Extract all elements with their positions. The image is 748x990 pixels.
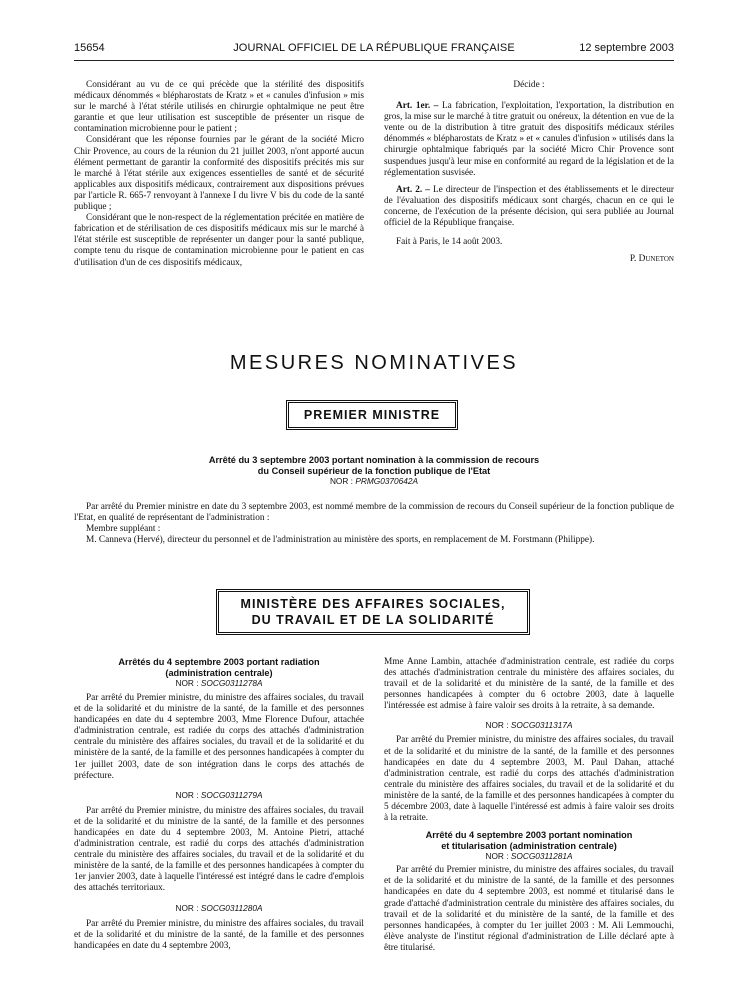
arrete-title xyxy=(384,830,674,851)
arrete-paragraph: Par arrêté du Premier ministre, du ministre des affaires sociales, du travail et de la solidarité et du ministre de la santé, de la famille et des personnes handicapées en date du 4 septembre 2003, est nommé et titularisé dans le grade d'attaché d'administration centrale du ministère des affaires sociales, du travail et de la solidarité et du ministère de la santé, de la famille et des personnes handicapées, à compter du 1er juillet 2003 : M. Ali Lemmouchi, élève analyste de l'institut régional d'administration de Lille déclaré apte à être titularisé. xyxy=(384,865,674,953)
radiation-column xyxy=(74,657,364,952)
decision-column xyxy=(384,80,674,265)
nor-reference xyxy=(74,476,674,487)
ministere-line: MINISTÈRE DES AFFAIRES SOCIALES, xyxy=(240,597,506,611)
arrete-title-line: Arrêtés du 4 septembre 2003 portant radiation xyxy=(118,657,320,667)
premier-arrete xyxy=(74,455,674,487)
membre-suppleant: Membre suppléant : xyxy=(86,524,161,535)
arrete-title-line: Arrêté du 3 septembre 2003 portant nomination à la commission de recours xyxy=(208,455,540,465)
page-header xyxy=(74,42,674,58)
nor-code: SOCG0311281A xyxy=(510,851,573,862)
considerants-column xyxy=(74,80,364,269)
nor-label: NOR : xyxy=(329,476,353,486)
nor-reference: NOR : SOCG0311317A xyxy=(485,720,573,731)
premier-paragraph: Par arrêté du Premier ministre en date du 3 septembre 2003, est nommé membre de la commission de recours du Conseil supérieur de la fonction publique de l'Etat, en qualité de représentant de l'administration : xyxy=(74,502,674,524)
nor-reference: NOR : SOCG0311281A xyxy=(485,851,573,862)
signature: P. Duneton xyxy=(629,254,674,265)
header-rule xyxy=(74,60,674,61)
considerant-paragraph: Considérant au vu de ce qui précède que la stérilité des dispositifs médicaux dénommés « blépharostats de Kratz » et « canules d'infusion » mis sur le marché à l'état stérile utilisés en chirurgie ophtalmique ne peut être garantie et que leur utilisation est susceptible de présenter un risque de contamination microbienne pour le patient ; xyxy=(74,80,364,135)
nor-code: SOCG0311278A xyxy=(200,678,263,688)
arrete-title xyxy=(74,657,364,678)
section-title: MESURES NOMINATIVES xyxy=(229,352,519,374)
nor-code: SOCG0311280A xyxy=(200,902,263,913)
considerant-paragraph: Considérant que les réponse fournies par le gérant de la société Micro Chir Provence, au cours de la réunion du 21 juillet 2003, n'ont apporté aucun élément permettant de garantir la conformité des dispositifs précités mis sur le marché à l'état stérile aux exigences essentielles de santé et de sécurité applicables aux dispositifs médicaux, contrairement aux dispositions prévues par l'article R. 665-7 renvoyant à l'annexe I du livre V bis du code de la santé publique ; xyxy=(74,135,364,213)
article-1-label: Art. 1er. – xyxy=(396,101,439,112)
considerant-paragraph: Considérant que le non-respect de la réglementation précitée en matière de fabrication et de stérilisation de ces dispositifs médicaux mis sur le marché à l'état stérile est susceptible de représenter un danger pour la santé publique, compte tenu du risque de contamination microbienne pour le patient en cas d'utilisation d'un de ces dispositifs médicaux, xyxy=(74,213,364,268)
nor-code: SOCG0311279A xyxy=(200,789,263,800)
arrete-title-line: et titularisation (administration centrale) xyxy=(441,840,617,851)
article-2-label: Art. 2. – xyxy=(396,184,430,195)
arrete-paragraph: Par arrêté du Premier ministre, du ministre des affaires sociales, du travail et de la solidarité et du ministre de la santé, de la famille et des personnes handicapées en date du 4 septembre 2003, Mme Florence Dufour, attachée d'administration centrale, est radiée du corps des attachés d'administration centrale du ministère des affaires sociales, du travail et de la solidarité et du ministère de la santé, de la famille et des personnes handicapées à compter du 1er juillet 2003, date de son intégration dans le corps des attachés de préfecture. xyxy=(74,693,364,781)
arrete-paragraph: Par arrêté du Premier ministre, du ministre des affaires sociales, du travail et de la solidarité et du ministre de la santé, de la famille et des personnes handicapées en date du 4 septembre 2003, xyxy=(74,918,364,951)
article-1-text: La fabrication, l'exploitation, l'exportation, la distribution en gros, la mise sur le marché à titre gratuit ou onéreux, la détention en vue de la vente ou de la distribution à titre gratuit des dispositifs médicaux stériles dénommés « blépharostats de Kratz » et « canules d'infusion » utilisés dans la chirurgie ophtalmique fabriqués par la société Micro Chir Provence sont suspendues jusqu'à leur mise en conformité au regard de la législation et de la réglementation susvisée. xyxy=(384,101,674,178)
decide-heading: Décide : xyxy=(513,80,545,90)
premier-body xyxy=(74,502,674,546)
arrete-title-line: Arrêté du 4 septembre 2003 portant nomination xyxy=(425,830,633,841)
premier-ministre-label: PREMIER MINISTRE xyxy=(303,408,441,422)
article-2-text: Le directeur de l'inspection et des établissements et le directeur de l'évaluation des dispositifs médicaux sont chargés, chacun en ce qui le concerne, de l'exécution de la présente décision, qui sera publiée au Journal officiel de la République française. xyxy=(384,184,675,229)
nor-code: SOCG0311317A xyxy=(510,720,573,731)
premier-ministre-box xyxy=(286,400,458,430)
nor-reference: NOR : SOCG0311279A xyxy=(175,789,263,800)
ministere-box xyxy=(216,589,530,635)
nomination-column xyxy=(384,657,674,954)
nor-reference: NOR : SOCG0311280A xyxy=(175,902,263,913)
done-at: Fait à Paris, le 14 août 2003. xyxy=(396,237,503,248)
nor-code: PRMG0370642A xyxy=(355,476,419,486)
ministere-line: DU TRAVAIL ET DE LA SOLIDARITÉ xyxy=(251,613,495,627)
page-number: 15654 xyxy=(74,42,105,54)
nor-reference: NOR : SOCG0311278A xyxy=(175,678,263,688)
issue-date: 12 septembre 2003 xyxy=(579,42,674,54)
journal-title: JOURNAL OFFICIEL DE LA RÉPUBLIQUE FRANÇAISE xyxy=(233,42,515,54)
arrete-title xyxy=(74,455,674,476)
arrete-paragraph: Mme Anne Lambin, attachée d'administration centrale, est radiée du corps des attachés d'administration centrale du ministère des affaires sociales, du travail et de la solidarité et du ministère de la santé, de la famille et des personnes handicapées à compter du 6 octobre 2003, date à laquelle l'intéressée est admise à faire valoir ses droits à la retraite, à sa demande. xyxy=(384,657,674,712)
arrete-paragraph: Par arrêté du Premier ministre, du ministre des affaires sociales, du travail et de la solidarité et du ministre de la santé, de la famille et des personnes handicapées en date du 4 septembre 2003, M. Paul Dahan, attaché d'administration centrale, est radié du corps des attachés d'administration centrale du ministère des affaires sociales, du travail et de la solidarité et du ministère de la santé, de la famille et des personnes handicapées à compter du 5 décembre 2003, date à laquelle l'intéressé est admis à faire valoir ses droits à la retraite. xyxy=(384,735,674,824)
arrete-paragraph: Par arrêté du Premier ministre, du ministre des affaires sociales, du travail et de la solidarité et du ministre de la santé, de la famille et des personnes handicapées en date du 4 septembre 2003, M. Antoine Pietri, attaché d'administration centrale, est radié du corps des attachés d'administration centrale du ministère des affaires sociales, du travail et de la solidarité et du ministère de la santé, de la famille et des personnes handicapées à compter du 1er janvier 2003, date à laquelle l'intéressé est intégré dans le cadre d'emplois des attachés territoriaux. xyxy=(74,805,364,894)
premier-paragraph: M. Canneva (Hervé), directeur du personnel et de l'administration au ministère des sports, en remplacement de M. Forstmann (Philippe). xyxy=(86,535,595,546)
arrete-title-line: du Conseil supérieur de la fonction publique de l'Etat xyxy=(257,465,491,476)
arrete-title-line: (administration centrale) xyxy=(165,667,273,678)
